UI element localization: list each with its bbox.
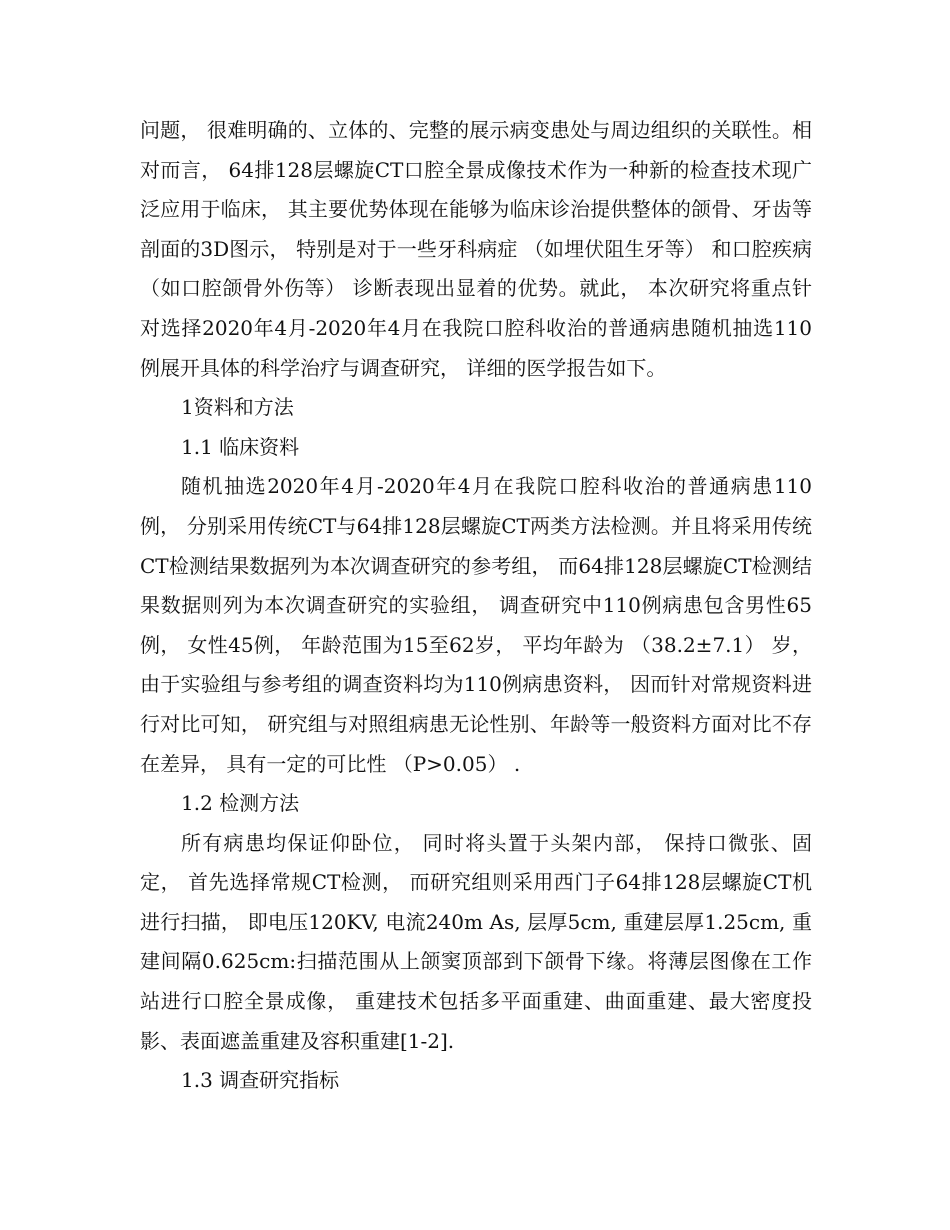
paragraph-intro: 问题， 很难明确的、立体的、完整的展示病变患处与周边组织的关联性。相对而言， 64排128层螺旋CT口腔全景成像技术作为一种新的检查技术现广泛应用于临床， 其主要优势体现在能够为临床诊治提供整体的颌骨、牙齿等剖面的3D图示， 特别是对于一些牙科病症 （如埋伏阻生牙等） 和口腔疾病 （如口腔颌骨外伤等） 诊断表现出显着的优势。就此， 本次研究将重点针对选择2020年4月-2020年4月在我院口腔科收治的普通病患随机抽选110例展开具体的科学治疗与调查研究， 详细的医学报告如下。 [140,118,812,380]
document-page [140,111,812,1101]
paragraph-detection-method: 所有病患均保证仰卧位， 同时将头置于头架内部， 保持口微张、固定， 首先选择常规CT检测， 而研究组则采用西门子64排128层螺旋CT机进行扫描， 即电压120KV, 电流240m As, 层厚5cm, 重建层厚1.25cm, 重建间隔0.625cm:扫描范围从上颌窦顶部到下颌骨下缘。将薄层图像在工作站进行口腔全景成像， 重建技术包括多平面重建、曲面重建、最大密度投影、表面遮盖重建及容积重建[1-2]. [140,830,812,1053]
subsection-heading-clinical-data: 1.1 临床资料 [181,434,300,459]
paragraph-clinical-data: 随机抽选2020年4月-2020年4月在我院口腔科收治的普通病患110例， 分别采用传统CT与64排128层螺旋CT两类方法检测。并且将采用传统CT检测结果数据列为本次调查研究的参考组， 而64排128层螺旋CT检测结果数据则列为本次调查研究的实验组， 调查研究中110例病患包含男性65例， 女性45例， 年龄范围为15至62岁， 平均年龄为 （38.2±7.1） 岁， 由于实验组与参考组的调查资料均为110例病患资料， 因而针对常规资料进行对比可知， 研究组与对照组病患无论性别、年龄等一般资料方面对比不存在差异， 具有一定的可比性 （P>0.05） . [140,474,812,776]
subsection-heading-detection-method: 1.2 检测方法 [181,791,300,816]
section-heading-materials-methods: 1资料和方法 [181,395,294,420]
subsection-heading-research-indicators: 1.3 调查研究指标 [181,1068,340,1093]
